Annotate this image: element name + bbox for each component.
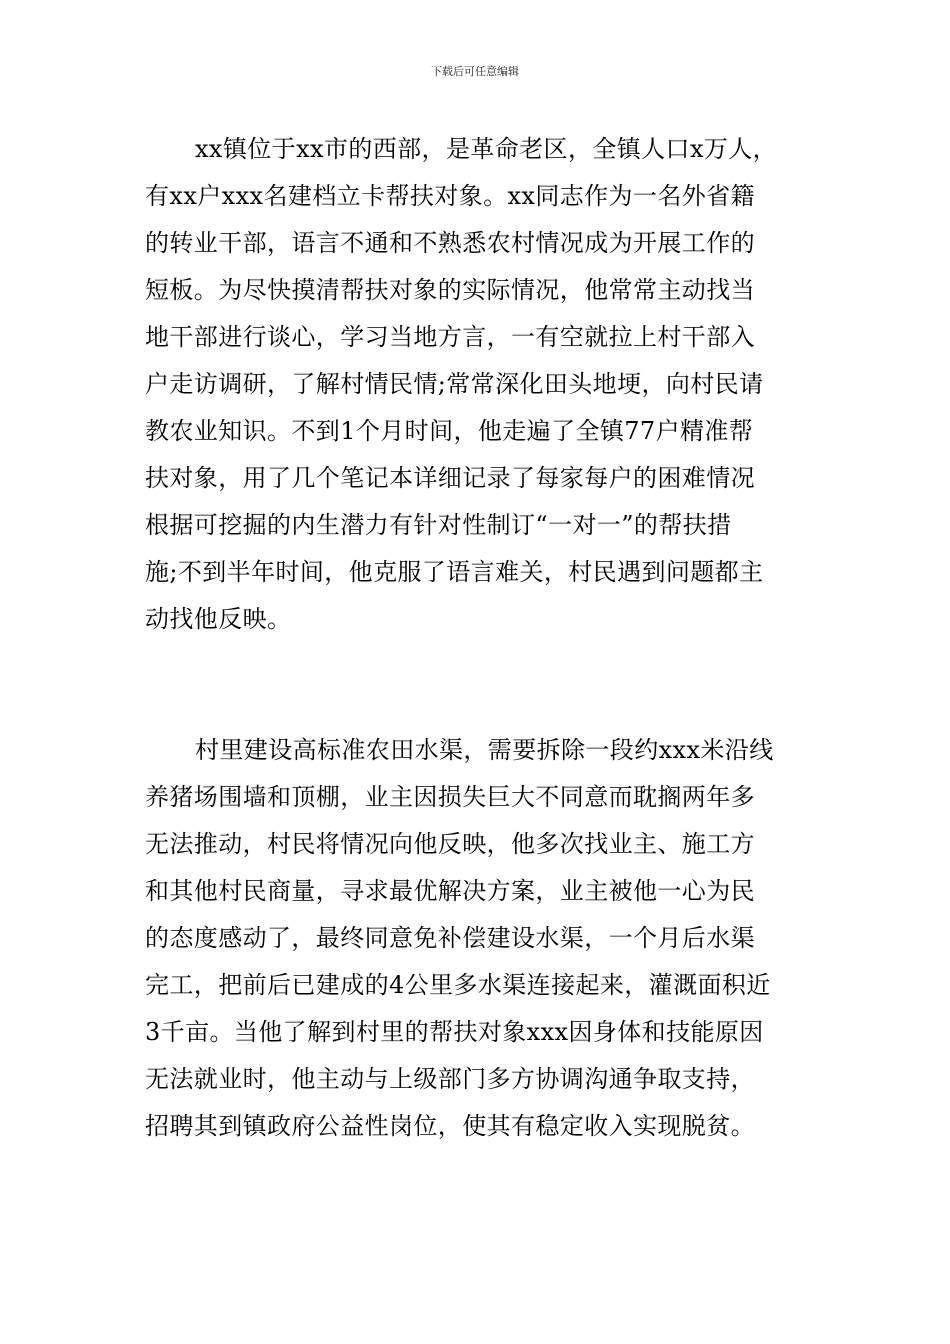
paragraph-line: 有xx户xxx名建档立卡帮扶对象。xx同志作为一名外省籍 xyxy=(145,182,755,210)
paragraph-line: 施;不到半年时间，他克服了语言难关，村民遇到问题都主 xyxy=(145,558,764,586)
paragraph-line: 无法就业时，他主动与上级部门多方协调沟通争取支持， xyxy=(145,1065,755,1093)
page-header: 下载后可任意编辑 xyxy=(431,65,519,78)
paragraph-line: 扶对象，用了几个笔记本详细记录了每家每户的困难情况 xyxy=(145,464,755,492)
paragraph-line: 动找他反映。 xyxy=(145,605,292,633)
paragraph-line: 户走访调研，了解村情民情;常常深化田头地埂，向村民请 xyxy=(145,370,764,398)
paragraph-line: 村里建设高标准农田水渠，需要拆除一段约xxx米沿线 xyxy=(195,736,774,764)
paragraph-line: 的转业干部，语言不通和不熟悉农村情况成为开展工作的 xyxy=(145,229,755,257)
paragraph-line: 完工，把前后已建成的4公里多水渠连接起来，灌溉面积近 xyxy=(145,971,771,999)
paragraph-line: 短板。为尽快摸清帮扶对象的实际情况，他常常主动找当 xyxy=(145,276,755,304)
paragraph-line: 养猪场围墙和顶棚，业主因损失巨大不同意而耽搁两年多 xyxy=(145,783,755,811)
paragraph-line: 根据可挖掘的内生潜力有针对性制订“一对一”的帮扶措 xyxy=(145,511,732,539)
paragraph-2 xyxy=(145,727,815,1150)
paragraph-line: xx镇位于xx市的西部，是革命老区，全镇人口x万人， xyxy=(195,135,778,163)
paragraph-line: 招聘其到镇政府公益性岗位，使其有稳定收入实现脱贫。 xyxy=(145,1112,755,1140)
paragraph-line: 教农业知识。不到1个月时间，他走遍了全镇77户精准帮 xyxy=(145,417,754,445)
paragraph-line: 的态度感动了，最终同意免补偿建设水渠，一个月后水渠 xyxy=(145,924,755,952)
paragraph-line: 无法推动，村民将情况向他反映，他多次找业主、施工方 xyxy=(145,830,755,858)
paragraph-line: 地干部进行谈心，学习当地方言，一有空就拉上村干部入 xyxy=(145,323,755,351)
paragraph-line: 3千亩。当他了解到村里的帮扶对象xxx因身体和技能原因 xyxy=(145,1018,764,1046)
paragraph-line: 和其他村民商量，寻求最优解决方案，业主被他一心为民 xyxy=(145,877,755,905)
paragraph-1 xyxy=(145,126,815,643)
